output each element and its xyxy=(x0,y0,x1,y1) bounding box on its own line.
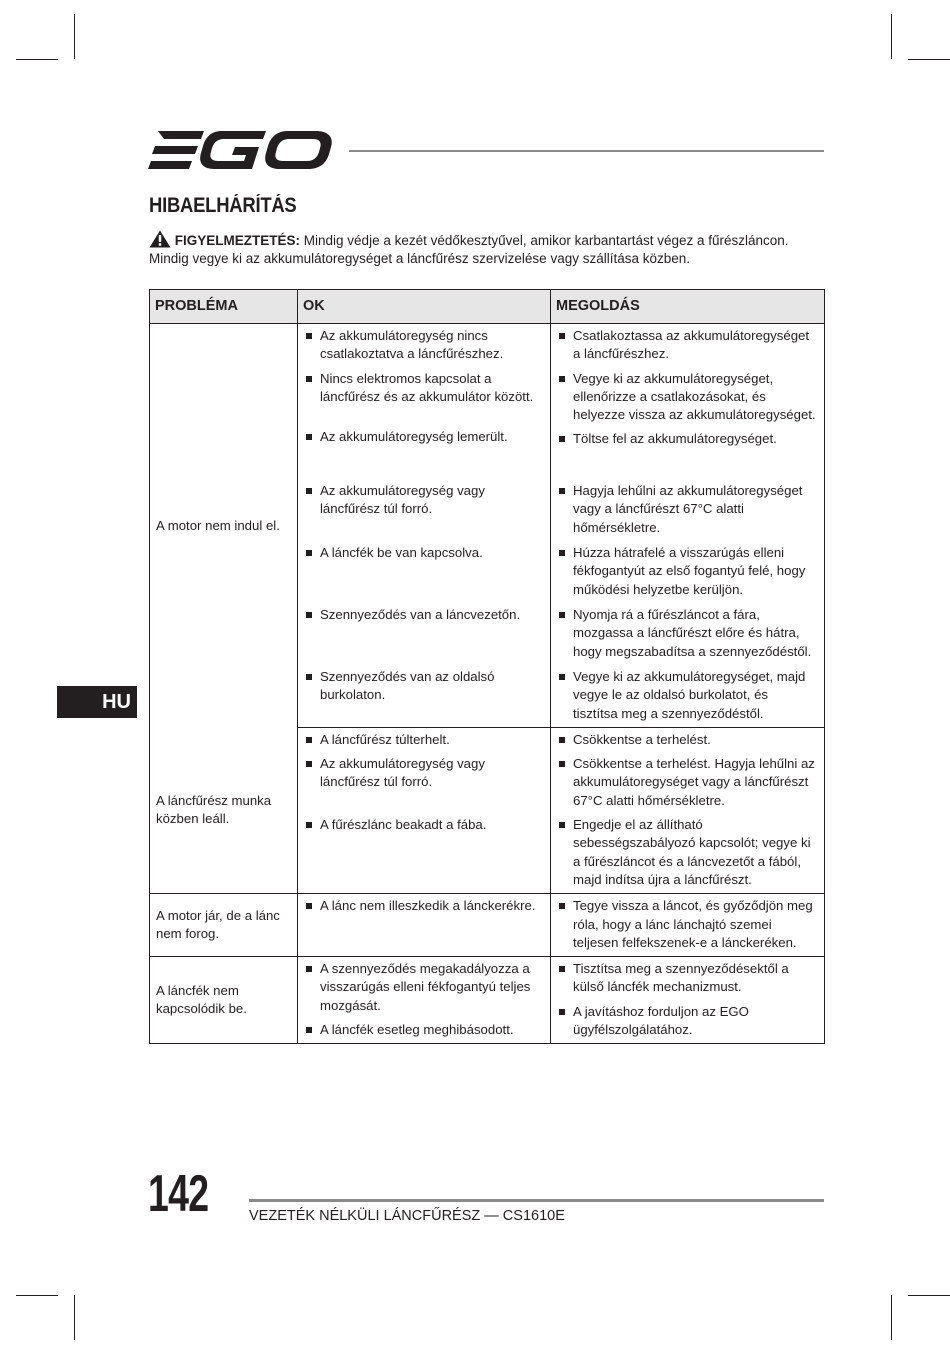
header-solution: MEGOLDÁS xyxy=(551,290,825,324)
cause-item: Az akkumulátoregység lemerült. xyxy=(306,428,542,446)
header-problem: PROBLÉMA xyxy=(150,290,298,324)
crop-mark xyxy=(891,1295,892,1340)
problem-cell: A láncfűrész munka közben leáll. xyxy=(150,727,298,893)
cause-cell xyxy=(298,468,551,541)
solution-item: Csatlakoztassa az akkumulátoregységet a láncfűrészhez. xyxy=(559,327,816,364)
solution-item: Vegye ki az akkumulátoregységet, majd vegye le az oldalsó burkolatot, és tisztítsa meg a szennyeződéstől. xyxy=(559,668,816,723)
solution-cell xyxy=(551,727,825,893)
ego-logo xyxy=(148,128,333,172)
cause-item: A fűrészlánc beakadt a fába. xyxy=(306,816,542,834)
cause-item: A lánc nem illeszkedik a lánckerékre. xyxy=(306,897,542,915)
problem-cell: A láncfék nem kapcsolódik be. xyxy=(150,957,298,1044)
solution-item: Tegye vissza a láncot, és győződjön meg róla, hogy a lánc lánchajtó szemei teljesen felfekszenek-e a lánckeréken. xyxy=(559,897,816,952)
solution-cell xyxy=(551,541,825,603)
solution-item: Nyomja rá a fűrészláncot a fára, mozgassa a láncfűrészt előre és hátra, hogy megszabadítsa a szennyeződéstől. xyxy=(559,606,816,661)
cause-item: Nincs elektromos kapcsolat a láncfűrész és az akkumulátor között. xyxy=(306,370,542,407)
crop-mark xyxy=(74,1295,75,1340)
crop-mark xyxy=(74,14,75,59)
footer-title: VEZETÉK NÉLKÜLI LÁNCFŰRÉSZ — CS1610E xyxy=(249,1208,565,1224)
solution-cell xyxy=(551,894,825,957)
solution-item: Csökkentse a terhelést. Hagyja lehűlni az akkumulátoregységet vagy a láncfűrészt 67°C alatti hőmérsékletre. xyxy=(559,755,816,810)
table-row xyxy=(150,957,825,1044)
page-number: 142 xyxy=(148,1165,209,1223)
cause-item: Az akkumulátoregység vagy láncfűrész túl forró. xyxy=(306,482,542,519)
table-row xyxy=(150,727,825,893)
solution-item: Tisztítsa meg a szennyeződésektől a külső láncfék mechanizmust. xyxy=(559,960,816,997)
solution-item: Csökkentse a terhelést. xyxy=(559,731,816,749)
crop-mark xyxy=(891,14,892,59)
solution-item: Hagyja lehűlni az akkumulátoregységet vagy a láncfűrészt 67°C alatti hőmérsékletre. xyxy=(559,482,816,537)
cause-item: A láncfék be van kapcsolva. xyxy=(306,544,542,562)
warning-triangle-icon xyxy=(149,230,171,248)
crop-mark xyxy=(16,1295,58,1296)
cause-cell xyxy=(298,957,551,1044)
solution-cell xyxy=(551,957,825,1044)
warning-text: Mindig védje a kezét védőkesztyűvel, amikor karbantartást végez a fűrészláncon. Mindig vegye ki az akkumulátoregységet a láncfűrész szervizelése vagy szállítása közben. xyxy=(149,233,789,266)
cause-cell xyxy=(298,727,551,893)
problem-cell: A motor nem indul el. xyxy=(150,324,298,728)
header-rule xyxy=(349,150,824,152)
cause-cell xyxy=(298,603,551,665)
solution-cell xyxy=(551,468,825,541)
footer-rule xyxy=(249,1199,824,1202)
section-title: HIBAELHÁRÍTÁS xyxy=(149,194,297,217)
table-row xyxy=(150,894,825,957)
troubleshooting-table xyxy=(149,289,825,1044)
crop-mark xyxy=(908,1295,950,1296)
language-tab: HU xyxy=(57,686,137,718)
cause-item: A láncfűrész túlterhelt. xyxy=(306,731,542,749)
cause-item: Szennyeződés van az oldalsó burkolaton. xyxy=(306,668,542,705)
solution-cell xyxy=(551,665,825,727)
solution-item: Vegye ki az akkumulátoregységet, ellenőrizze a csatlakozásokat, és helyezze vissza az akkumulátoregységet. xyxy=(559,370,816,425)
solution-cell xyxy=(551,603,825,665)
cause-cell xyxy=(298,665,551,727)
solution-item: A javításhoz forduljon az EGO ügyfélszolgálatához. xyxy=(559,1003,816,1040)
warning-label: FIGYELMEZTETÉS: xyxy=(174,233,301,248)
header-cause: OK xyxy=(298,290,551,324)
cause-item: A szennyeződés megakadályozza a visszarúgás elleni fékfogantyú teljes mozgását. xyxy=(306,960,542,1015)
solution-item: Húzza hátrafelé a visszarúgás elleni fékfogantyút az első fogantyú felé, hogy működési helyzetbe kerüljön. xyxy=(559,544,816,599)
problem-cell: A motor jár, de a lánc nem forog. xyxy=(150,894,298,957)
solution-cell xyxy=(551,324,825,469)
crop-mark xyxy=(908,59,950,60)
table-row xyxy=(150,324,825,469)
cause-item: A láncfék esetleg meghibásodott. xyxy=(306,1021,542,1039)
cause-cell xyxy=(298,324,551,469)
cause-item: Szennyeződés van a láncvezetőn. xyxy=(306,606,542,624)
crop-mark xyxy=(16,59,58,60)
cause-cell xyxy=(298,894,551,957)
table-header-row xyxy=(150,290,825,324)
cause-cell xyxy=(298,541,551,603)
cause-item: Az akkumulátoregység nincs csatlakoztatva a láncfűrészhez. xyxy=(306,327,542,364)
cause-item: Az akkumulátoregység vagy láncfűrész túl forró. xyxy=(306,755,542,792)
solution-item: Engedje el az állítható sebességszabályozó kapcsolót; vegye ki a fűrészláncot és a láncvezetőt a fából, majd indítsa újra a láncfűrészt. xyxy=(559,816,816,889)
solution-item: Töltse fel az akkumulátoregységet. xyxy=(559,430,816,448)
warning-notice xyxy=(149,230,825,268)
